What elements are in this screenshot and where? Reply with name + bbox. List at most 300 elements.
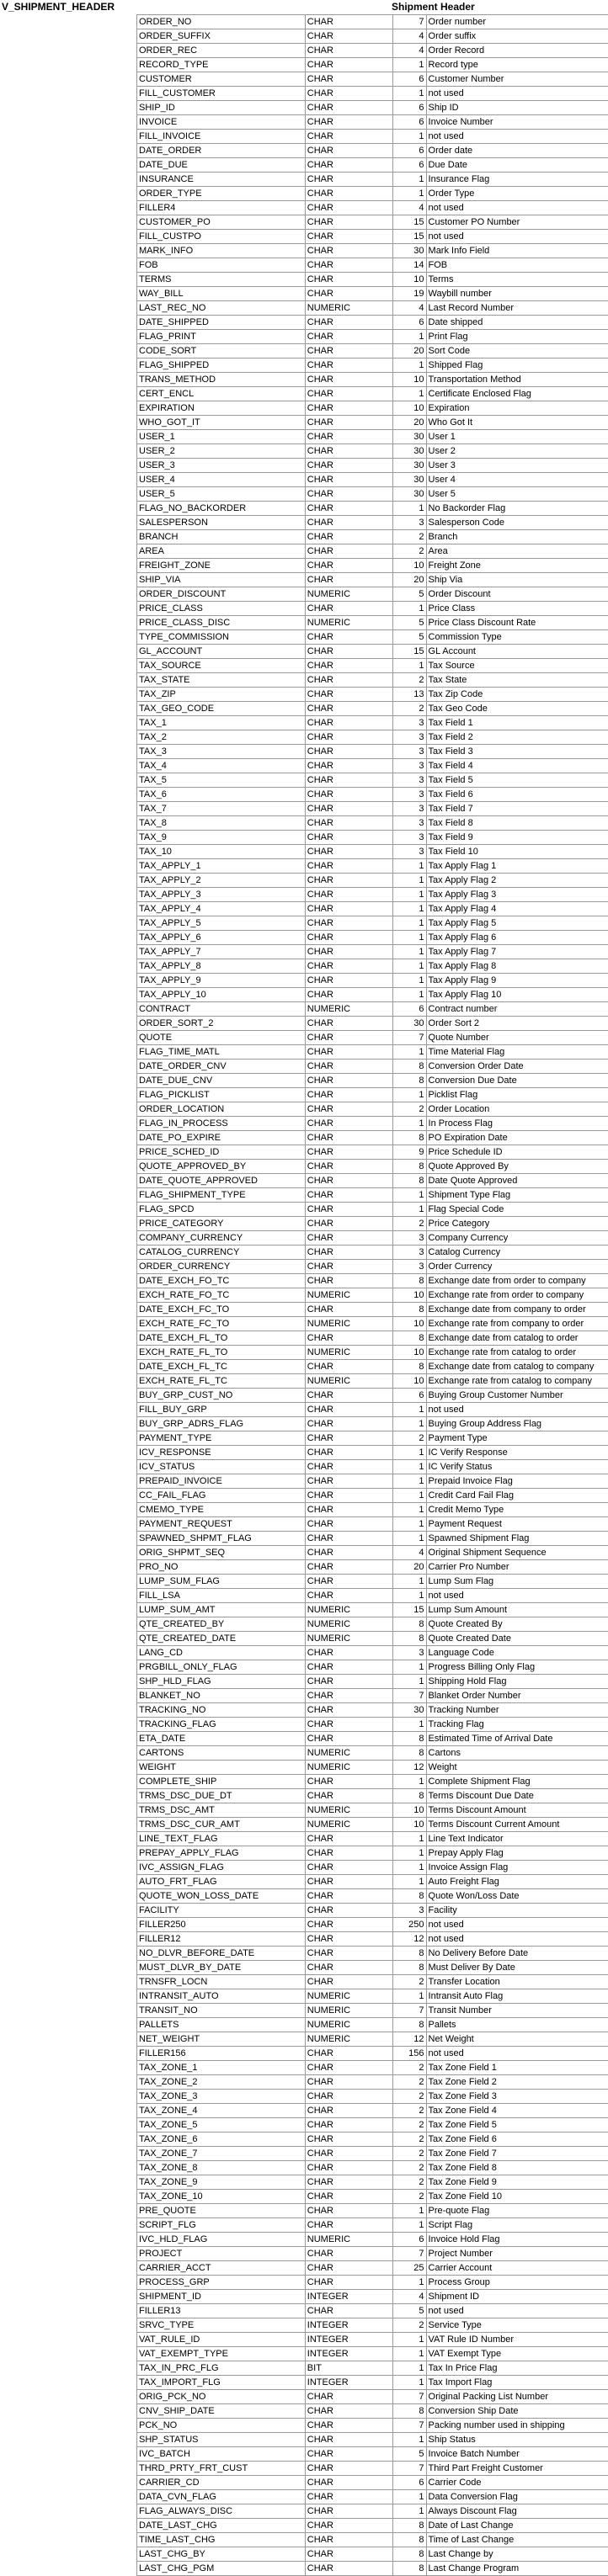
table-row	[137, 2476, 608, 2490]
size-cell: 1	[392, 1045, 426, 1060]
table-row	[137, 1474, 608, 1489]
data-type-cell: CHAR	[305, 2175, 392, 2190]
size-cell: 15	[392, 645, 426, 659]
size-cell: 4	[392, 1546, 426, 1560]
description-cell: Tax Apply Flag 2	[426, 874, 608, 888]
column-name-cell: TAX_4	[137, 759, 306, 773]
table-row	[137, 1918, 608, 1932]
column-name-cell: NET_WEIGHT	[137, 2032, 306, 2047]
data-type-cell: CHAR	[305, 2519, 392, 2533]
table-row	[137, 1360, 608, 1374]
data-type-cell: CHAR	[305, 916, 392, 931]
table-row	[137, 2304, 608, 2318]
size-cell: 1	[392, 2204, 426, 2218]
size-cell: 1	[392, 931, 426, 945]
description-cell: Price Class Discount Rate	[426, 616, 608, 630]
description-cell: Exchange date from catalog to company	[426, 1360, 608, 1374]
table-row	[137, 230, 608, 244]
description-cell: Tracking Number	[426, 1703, 608, 1718]
table-row	[137, 702, 608, 716]
size-cell: 30	[392, 430, 426, 444]
size-cell: 1	[392, 916, 426, 931]
data-type-cell: CHAR	[305, 688, 392, 702]
size-cell: 8	[392, 1889, 426, 1904]
description-cell: Order Record	[426, 44, 608, 58]
data-type-cell: CHAR	[305, 831, 392, 845]
table-row	[137, 1603, 608, 1617]
table-row	[137, 988, 608, 1002]
description-cell: Tax Apply Flag 4	[426, 902, 608, 916]
description-cell: Payment Request	[426, 1517, 608, 1532]
size-cell: 2	[392, 673, 426, 688]
data-type-cell: CHAR	[305, 1160, 392, 1174]
table-row	[137, 2419, 608, 2433]
column-name-cell: TAX_1	[137, 716, 306, 730]
description-cell: Order suffix	[426, 29, 608, 44]
description-cell: GL Account	[426, 645, 608, 659]
column-name-cell: FOB	[137, 258, 306, 273]
table-row	[137, 1689, 608, 1703]
size-cell: 1	[392, 2433, 426, 2447]
data-type-cell: CHAR	[305, 2547, 392, 2562]
description-cell: Tax Field 5	[426, 773, 608, 788]
description-cell: Price Category	[426, 1217, 608, 1231]
size-cell: 1	[392, 859, 426, 874]
size-cell: 1	[392, 888, 426, 902]
data-type-cell: CHAR	[305, 2261, 392, 2276]
size-cell: 6	[392, 72, 426, 87]
table-row	[137, 273, 608, 287]
column-name-cell: TAX_APPLY_9	[137, 974, 306, 988]
column-name-cell: EXPIRATION	[137, 401, 306, 416]
data-type-cell: CHAR	[305, 1360, 392, 1374]
table-row	[137, 187, 608, 201]
size-cell: 7	[392, 15, 426, 29]
size-cell: 8	[392, 1131, 426, 1145]
data-type-cell: NUMERIC	[305, 616, 392, 630]
table-row	[137, 587, 608, 602]
description-cell: Carrier Code	[426, 2476, 608, 2490]
size-cell: 12	[392, 2032, 426, 2047]
size-cell: 8	[392, 1303, 426, 1317]
table-row	[137, 1074, 608, 1088]
column-name-cell: TAX_10	[137, 845, 306, 859]
column-name-cell: VAT_RULE_ID	[137, 2333, 306, 2347]
description-cell: Tax Field 8	[426, 816, 608, 831]
column-name-cell: ORDER_SORT_2	[137, 1017, 306, 1031]
column-name-cell: PREPAID_INVOICE	[137, 1474, 306, 1489]
table-row	[137, 58, 608, 72]
description-cell: Waybill number	[426, 287, 608, 301]
description-cell: Ship Status	[426, 2433, 608, 2447]
table-row	[137, 1288, 608, 1303]
size-cell: 1	[392, 2347, 426, 2361]
size-cell: 1	[392, 1489, 426, 1503]
table-row	[137, 616, 608, 630]
column-name-cell: TAX_IN_PRC_FLG	[137, 2361, 306, 2376]
data-type-cell: NUMERIC	[305, 1746, 392, 1761]
table-row	[137, 1861, 608, 1875]
table-row	[137, 2361, 608, 2376]
section-title: Shipment Header	[392, 1, 475, 13]
description-cell: VAT Rule ID Number	[426, 2333, 608, 2347]
data-type-cell: CHAR	[305, 573, 392, 587]
column-name-cell: TAX_ZONE_6	[137, 2133, 306, 2147]
description-cell: Service Type	[426, 2318, 608, 2333]
column-name-cell: LUMP_SUM_AMT	[137, 1603, 306, 1617]
table-row	[137, 444, 608, 459]
data-type-cell: CHAR	[305, 845, 392, 859]
column-name-cell: CNV_SHIP_DATE	[137, 2404, 306, 2419]
data-type-cell: NUMERIC	[305, 1603, 392, 1617]
data-type-cell: NUMERIC	[305, 587, 392, 602]
table-row	[137, 2562, 608, 2576]
size-cell: 2	[392, 1217, 426, 1231]
data-type-cell: NUMERIC	[305, 1632, 392, 1646]
table-row	[137, 1732, 608, 1746]
description-cell: Tax Field 6	[426, 788, 608, 802]
data-type-cell: CHAR	[305, 702, 392, 716]
description-cell: Salesperson Code	[426, 516, 608, 530]
size-cell: 1	[392, 1460, 426, 1474]
column-name-cell: FILL_CUSTPO	[137, 230, 306, 244]
data-type-cell: CHAR	[305, 387, 392, 401]
size-cell: 3	[392, 516, 426, 530]
size-cell: 2	[392, 2161, 426, 2175]
column-name-cell: TAX_7	[137, 802, 306, 816]
column-name-cell: FILL_LSA	[137, 1589, 306, 1603]
size-cell: 1	[392, 2333, 426, 2347]
description-cell: Tax Zone Field 2	[426, 2075, 608, 2090]
size-cell: 8	[392, 1160, 426, 1174]
data-type-cell: CHAR	[305, 1546, 392, 1560]
table-row	[137, 1260, 608, 1274]
table-row	[137, 659, 608, 673]
size-cell: 12	[392, 1761, 426, 1775]
data-type-cell: CHAR	[305, 1875, 392, 1889]
description-cell: FOB	[426, 258, 608, 273]
size-cell: 1	[392, 2218, 426, 2233]
size-cell: 1	[392, 1861, 426, 1875]
data-type-cell: CHAR	[305, 1775, 392, 1789]
table-row	[137, 2175, 608, 2190]
data-type-cell: CHAR	[305, 1560, 392, 1575]
data-type-cell: CHAR	[305, 215, 392, 230]
data-type-cell: CHAR	[305, 988, 392, 1002]
size-cell: 6	[392, 2233, 426, 2247]
column-name-cell: SHIP_ID	[137, 101, 306, 115]
size-cell: 13	[392, 688, 426, 702]
column-name-cell: ORDER_LOCATION	[137, 1102, 306, 1117]
table-row	[137, 831, 608, 845]
description-cell: Tax Zone Field 4	[426, 2104, 608, 2118]
table-row	[137, 1489, 608, 1503]
column-name-cell: LUMP_SUM_FLAG	[137, 1575, 306, 1589]
description-cell: Tax Apply Flag 10	[426, 988, 608, 1002]
data-type-cell: CHAR	[305, 273, 392, 287]
size-cell: 2	[392, 2104, 426, 2118]
description-cell: Tax Apply Flag 6	[426, 931, 608, 945]
size-cell: 15	[392, 215, 426, 230]
table-row	[137, 1632, 608, 1646]
size-cell: 2	[392, 2090, 426, 2104]
data-type-cell: CHAR	[305, 1017, 392, 1031]
data-type-cell: CHAR	[305, 1088, 392, 1102]
description-cell: Tax Apply Flag 9	[426, 974, 608, 988]
data-type-cell: CHAR	[305, 716, 392, 730]
data-type-cell: CHAR	[305, 359, 392, 373]
table-row	[137, 2118, 608, 2133]
size-cell: 30	[392, 1017, 426, 1031]
table-row	[137, 430, 608, 444]
column-name-cell: ORIG_SHPMT_SEQ	[137, 1546, 306, 1560]
data-type-cell: CHAR	[305, 1474, 392, 1489]
table-row	[137, 2519, 608, 2533]
data-type-cell: CHAR	[305, 201, 392, 215]
data-type-cell: CHAR	[305, 230, 392, 244]
table-row	[137, 2447, 608, 2462]
size-cell: 2	[392, 530, 426, 544]
description-cell: Tax Apply Flag 8	[426, 959, 608, 974]
data-type-cell: CHAR	[305, 745, 392, 759]
column-name-cell: TRACKING_NO	[137, 1703, 306, 1718]
size-cell: 1	[392, 659, 426, 673]
description-cell: Last Change Program	[426, 2562, 608, 2576]
size-cell: 1	[392, 1846, 426, 1861]
data-type-cell: CHAR	[305, 258, 392, 273]
description-cell: Print Flag	[426, 330, 608, 344]
table-row	[137, 745, 608, 759]
data-type-cell: BIT	[305, 2361, 392, 2376]
table-row	[137, 1889, 608, 1904]
table-row	[137, 2462, 608, 2476]
size-cell: 8	[392, 1360, 426, 1374]
column-name-cell: FILL_INVOICE	[137, 130, 306, 144]
description-cell: Buying Group Address Flag	[426, 1417, 608, 1431]
description-cell: Carrier Account	[426, 2261, 608, 2276]
description-cell: Company Currency	[426, 1231, 608, 1246]
column-name-cell: DATE_SHIPPED	[137, 316, 306, 330]
description-cell: Carrier Pro Number	[426, 1560, 608, 1575]
description-cell: Order number	[426, 15, 608, 29]
column-name-cell: THRD_PRTY_FRT_CUST	[137, 2462, 306, 2476]
column-name-cell: TAX_APPLY_2	[137, 874, 306, 888]
table-row	[137, 1017, 608, 1031]
data-type-cell: CHAR	[305, 773, 392, 788]
size-cell: 10	[392, 401, 426, 416]
data-type-cell: CHAR	[305, 244, 392, 258]
description-cell: Exchange date from catalog to order	[426, 1331, 608, 1346]
data-type-cell: CHAR	[305, 2047, 392, 2061]
description-cell: Tax Import Flag	[426, 2376, 608, 2390]
column-name-cell: FLAG_PICKLIST	[137, 1088, 306, 1102]
table-row	[137, 645, 608, 659]
column-name-cell: BLANKET_NO	[137, 1689, 306, 1703]
size-cell: 2	[392, 2061, 426, 2075]
data-type-cell: CHAR	[305, 459, 392, 473]
description-cell: Tax Apply Flag 5	[426, 916, 608, 931]
column-name-cell: CMEMO_TYPE	[137, 1503, 306, 1517]
size-cell: 2	[392, 544, 426, 559]
description-cell: Tax Field 1	[426, 716, 608, 730]
table-row	[137, 730, 608, 745]
column-name-cell: TAX_9	[137, 831, 306, 845]
description-cell: Sort Code	[426, 344, 608, 359]
size-cell: 3	[392, 802, 426, 816]
size-cell: 1	[392, 1503, 426, 1517]
description-cell: Order Discount	[426, 587, 608, 602]
description-cell: User 3	[426, 459, 608, 473]
column-name-cell: DATE_ORDER_CNV	[137, 1060, 306, 1074]
table-row	[137, 1274, 608, 1288]
column-name-cell: WHO_GOT_IT	[137, 416, 306, 430]
column-name-cell: TERMS	[137, 273, 306, 287]
size-cell: 1	[392, 2490, 426, 2504]
description-cell: Terms	[426, 273, 608, 287]
column-name-cell: BUY_GRP_CUST_NO	[137, 1389, 306, 1403]
column-name-cell: TAX_SOURCE	[137, 659, 306, 673]
column-name-cell: PRGBILL_ONLY_FLAG	[137, 1660, 306, 1675]
data-type-cell: CHAR	[305, 1460, 392, 1474]
size-cell: 25	[392, 2261, 426, 2276]
size-cell: 1	[392, 945, 426, 959]
size-cell: 4	[392, 301, 426, 316]
data-type-cell: CHAR	[305, 1732, 392, 1746]
column-name-cell: VAT_EXEMPT_TYPE	[137, 2347, 306, 2361]
table-row	[137, 1303, 608, 1317]
column-name-cell: TAX_GEO_CODE	[137, 702, 306, 716]
table-row	[137, 759, 608, 773]
column-name-cell: TAX_APPLY_6	[137, 931, 306, 945]
size-cell: 10	[392, 1288, 426, 1303]
data-type-cell: CHAR	[305, 802, 392, 816]
data-type-cell: NUMERIC	[305, 1374, 392, 1389]
table-row	[137, 1188, 608, 1203]
table-row	[137, 1875, 608, 1889]
size-cell: 1	[392, 2376, 426, 2390]
size-cell: 1	[392, 988, 426, 1002]
size-cell: 15	[392, 1603, 426, 1617]
column-name-cell: CUSTOMER_PO	[137, 215, 306, 230]
column-name-cell: FLAG_SHIPMENT_TYPE	[137, 1188, 306, 1203]
data-type-cell: NUMERIC	[305, 1761, 392, 1775]
size-cell: 14	[392, 258, 426, 273]
data-type-cell: CHAR	[305, 2462, 392, 2476]
data-type-cell: CHAR	[305, 2304, 392, 2318]
size-cell: 10	[392, 373, 426, 387]
table-row	[137, 473, 608, 487]
table-row	[137, 2347, 608, 2361]
size-cell: 8	[392, 1961, 426, 1975]
column-name-cell: FLAG_PRINT	[137, 330, 306, 344]
column-name-cell: CUSTOMER	[137, 72, 306, 87]
data-type-cell: CHAR	[305, 87, 392, 101]
table-row	[137, 258, 608, 273]
description-cell: Exchange rate from catalog to order	[426, 1346, 608, 1360]
data-type-cell: CHAR	[305, 874, 392, 888]
description-cell: Must Deliver By Date	[426, 1961, 608, 1975]
data-type-cell: NUMERIC	[305, 2004, 392, 2018]
table-row	[137, 201, 608, 215]
table-row	[137, 2090, 608, 2104]
column-table	[136, 14, 608, 2576]
column-name-cell: ORDER_DISCOUNT	[137, 587, 306, 602]
column-name-cell: PRICE_CATEGORY	[137, 1217, 306, 1231]
table-row	[137, 459, 608, 473]
column-name-cell: PALLETS	[137, 2018, 306, 2032]
size-cell: 20	[392, 344, 426, 359]
size-cell: 2	[392, 1975, 426, 1989]
size-cell: 1	[392, 1403, 426, 1417]
column-name-cell: FLAG_SHIPPED	[137, 359, 306, 373]
description-cell: Tax Apply Flag 3	[426, 888, 608, 902]
data-type-cell: CHAR	[305, 1389, 392, 1403]
description-cell: Branch	[426, 530, 608, 544]
table-row	[137, 1045, 608, 1060]
description-cell: Payment Type	[426, 1431, 608, 1446]
size-cell: 1	[392, 1575, 426, 1589]
column-name-cell: INSURANCE	[137, 173, 306, 187]
size-cell: 1	[392, 1718, 426, 1732]
column-name-cell: TRACKING_FLAG	[137, 1718, 306, 1732]
table-row	[137, 1947, 608, 1961]
description-cell: Pallets	[426, 2018, 608, 2032]
data-type-cell: CHAR	[305, 659, 392, 673]
description-cell: Freight Zone	[426, 559, 608, 573]
data-type-cell: CHAR	[305, 2533, 392, 2547]
size-cell: 4	[392, 2290, 426, 2304]
column-name-cell: INVOICE	[137, 115, 306, 130]
column-name-cell: ORDER_NO	[137, 15, 306, 29]
column-name-cell: PCK_NO	[137, 2419, 306, 2433]
table-row	[137, 2533, 608, 2547]
size-cell: 8	[392, 1632, 426, 1646]
size-cell: 1	[392, 58, 426, 72]
data-type-cell: CHAR	[305, 2404, 392, 2419]
column-name-cell: TAX_APPLY_8	[137, 959, 306, 974]
column-name-cell: ORIG_PCK_NO	[137, 2390, 306, 2404]
data-type-cell: CHAR	[305, 487, 392, 502]
description-cell: Contract number	[426, 1002, 608, 1017]
description-cell: Terms Discount Current Amount	[426, 1818, 608, 1832]
description-cell: Buying Group Customer Number	[426, 1389, 608, 1403]
data-type-cell: NUMERIC	[305, 1818, 392, 1832]
table-row	[137, 1331, 608, 1346]
data-type-cell: CHAR	[305, 344, 392, 359]
description-cell: Facility	[426, 1904, 608, 1918]
column-name-cell: TYPE_COMMISSION	[137, 630, 306, 645]
description-cell: Cartons	[426, 1746, 608, 1761]
table-row	[137, 2433, 608, 2447]
column-name-cell: IVC_ASSIGN_FLAG	[137, 1861, 306, 1875]
column-name-cell: TAX_APPLY_10	[137, 988, 306, 1002]
description-cell: Tax Geo Code	[426, 702, 608, 716]
data-type-cell: CHAR	[305, 2504, 392, 2519]
description-cell: not used	[426, 1932, 608, 1947]
data-type-cell: CHAR	[305, 2419, 392, 2433]
description-cell: not used	[426, 1403, 608, 1417]
size-cell: 10	[392, 1803, 426, 1818]
size-cell: 6	[392, 115, 426, 130]
data-type-cell: CHAR	[305, 759, 392, 773]
table-row	[137, 2490, 608, 2504]
column-name-cell: USER_5	[137, 487, 306, 502]
data-type-cell: CHAR	[305, 173, 392, 187]
data-type-cell: CHAR	[305, 630, 392, 645]
column-name-cell: FLAG_NO_BACKORDER	[137, 502, 306, 516]
column-name-cell: TAX_5	[137, 773, 306, 788]
size-cell: 1	[392, 874, 426, 888]
